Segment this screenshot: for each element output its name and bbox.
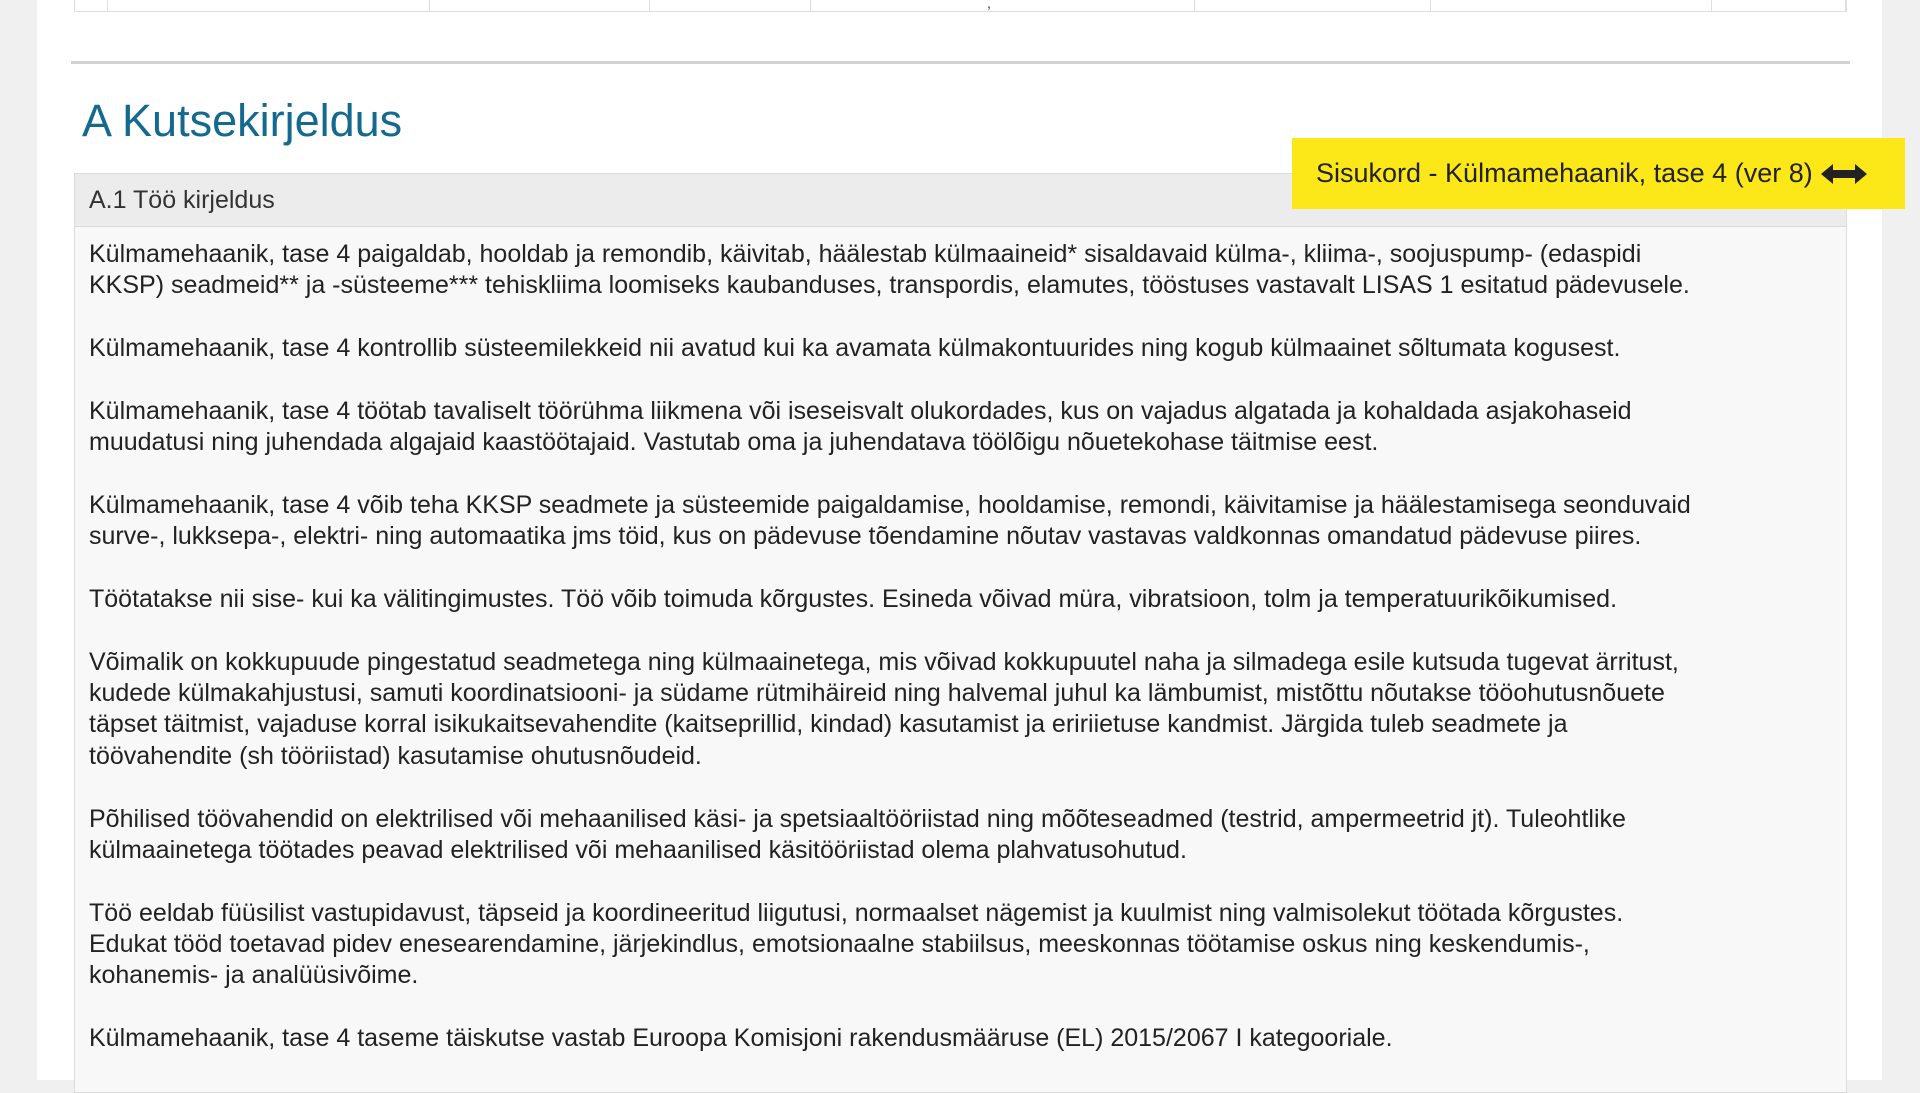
description-paragraph xyxy=(89,804,1832,867)
paragraph-line: Põhilised töövahendid on elektrilised või mehaanilised käsi- ja spetsiaaltööriistad ning mõõteseadmed (testrid, ampermeetrid jt). Tuleohtlike xyxy=(89,804,1626,833)
description-paragraph xyxy=(89,490,1832,553)
toc-label: Sisukord - Külmamehaanik, tase 4 (ver 8) xyxy=(1316,158,1813,188)
job-description-panel xyxy=(74,173,1847,1093)
paragraph-line: Külmamehaanik, tase 4 taseme täiskutse vastab Euroopa Komisjoni rakendusmääruse (EL) 2015/2067 I kategooriale. xyxy=(89,1024,1393,1053)
paragraph-line: Võimalik on kokkupuude pingestatud seadmetega ning külmaainetega, mis võivad kokkupuutel naha ja silmadega esile kutsuda tugevat ärritust, xyxy=(89,647,1679,676)
paragraph-line: Töötatakse nii sise- kui ka välitingimustes. Töö võib toimuda kõrgustes. Esineda võivad müra, vibratsioon, tolm ja temperatuurikõikumised. xyxy=(89,585,1618,614)
table-cell xyxy=(1195,0,1431,11)
section-divider xyxy=(71,61,1850,64)
description-paragraph xyxy=(89,396,1832,459)
paragraph-line: töövahendite (sh tööriistad) kasutamise ohutusnõudeid. xyxy=(89,741,702,770)
description-paragraph xyxy=(89,333,1832,364)
paragraph-line: muudatusi ning juhendada algajaid kaastöötajaid. Vastutab oma ja juhendatava töölõigu nõuetekohase täitmise eest. xyxy=(89,428,1379,457)
paragraph-line: Töö eeldab füüsilist vastupidavust, täpseid ja koordineeritud liigutusi, normaalset nägemist ja kuulmist ning valmisolekut töötada kõrgustes. xyxy=(89,898,1624,927)
paragraph-line: Külmamehaanik, tase 4 kontrollib süsteemilekkeid nii avatud kui ka avamata külmakontuurides ning kogub külmaainet sõltumata kogusest. xyxy=(89,334,1621,363)
paragraph-line: KKSP) seadmeid** ja -süsteeme*** tehiskliima loomiseks kaubanduses, transpordis, elamutes, tööstuses vastavalt LISAS 1 esitatud pädevusele. xyxy=(89,271,1690,300)
description-paragraph xyxy=(89,647,1832,772)
paragraph-line: Külmamehaanik, tase 4 töötab tavaliselt töörühma liikmena või iseseisvalt olukordades, kus on vajadus algatada ja kohaldada asjakohaseid xyxy=(89,396,1632,425)
description-paragraph xyxy=(89,898,1832,992)
previous-table-bottom xyxy=(74,0,1847,12)
table-cell xyxy=(650,0,811,11)
table-of-contents-button[interactable] xyxy=(1292,138,1905,209)
paragraph-line: Edukat tööd toetavad pidev enesearendamine, järjekindlus, emotsionaalne stabiilsus, meeskonnas töötamise oskus ning keskendumis-, xyxy=(89,929,1590,958)
paragraph-line: külmaainetega töötades peavad elektrilised või mehaanilised käsitööriistad olema plahvatusohutud. xyxy=(89,835,1187,864)
paragraph-line: kohanemis- ja analüüsivõime. xyxy=(89,961,419,990)
description-paragraph xyxy=(89,1023,1832,1054)
panel-body xyxy=(75,227,1846,1054)
paragraph-line: kudede külmakahjustusi, samuti koordinatsiooni- ja südame rütmihäireid ning halvemal juhul ka lämbumist, mistõttu nõutakse tööohutusnõuete xyxy=(89,679,1665,708)
paragraph-line: surve-, lukksepa-, elektri- ning automaatika jms töid, kus on pädevuse tõendamine nõutav vastavas valdkonnas omandatud pädevuse piires. xyxy=(89,522,1642,551)
paragraph-line: täpset täitmist, vajaduse korral isikukaitsevahendite (kaitseprillid, kindad) kasutamist ja eririietuse kandmist. Järgida tuleb seadmete ja xyxy=(89,710,1568,739)
table-cell xyxy=(108,0,430,11)
description-paragraph xyxy=(89,584,1832,615)
paragraph-line: Külmamehaanik, tase 4 võib teha KKSP seadmete ja süsteemide paigaldamise, hooldamise, remondi, käivitamise ja häälestamisega seonduvaid xyxy=(89,490,1691,519)
table-cell xyxy=(430,0,650,11)
table-cell xyxy=(1431,0,1712,11)
paragraph-line: Külmamehaanik, tase 4 paigaldab, hooldab ja remondib, käivitab, häälestab külmaaineid* sisaldavaid külma-, kliima-, soojuspump- (edaspidi xyxy=(89,240,1642,268)
double-arrow-icon xyxy=(1821,162,1867,186)
table-cell xyxy=(75,0,108,11)
table-cell xyxy=(1712,0,1846,11)
table-cell xyxy=(811,0,1196,11)
panel-header: A.1 Töö kirjeldus xyxy=(75,174,1846,227)
table-cell-text: , xyxy=(987,0,991,11)
section-title: A Kutsekirjeldus xyxy=(82,95,403,146)
description-paragraph xyxy=(89,239,1832,302)
